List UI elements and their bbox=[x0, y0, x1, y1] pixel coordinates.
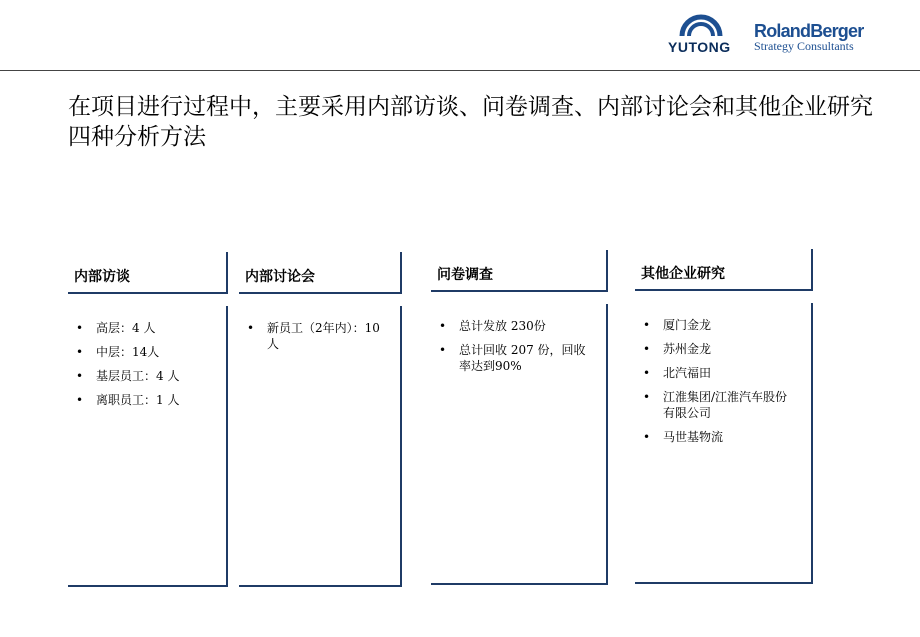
column-heading-survey bbox=[431, 250, 608, 292]
list-item: • 新员工（2年内）：10 人 bbox=[247, 320, 382, 352]
column-heading-label: 其他企业研究 bbox=[641, 266, 725, 282]
list-item: • 基层员工：4 人 bbox=[76, 368, 179, 384]
list-item: • 苏州金龙 bbox=[643, 341, 793, 357]
list-item: • 江淮集团/江淮汽车股份有限公司 bbox=[643, 389, 793, 421]
bullet-list bbox=[439, 318, 589, 382]
list-item: • 总计回收 207 份，回收率达到90% bbox=[439, 342, 589, 374]
column-body-other-companies bbox=[635, 303, 813, 584]
list-item: • 厦门金龙 bbox=[643, 317, 793, 333]
column-heading-label: 内部访谈 bbox=[74, 269, 130, 285]
column-body-discussion bbox=[239, 306, 402, 587]
yutong-logo bbox=[666, 14, 736, 56]
list-item: • 马世基物流 bbox=[643, 429, 793, 445]
column-body-interviews bbox=[68, 306, 228, 587]
list-item: • 中层：14人 bbox=[76, 344, 179, 360]
column-heading-interviews bbox=[68, 252, 228, 294]
yutong-wordmark: YUTONG bbox=[668, 39, 731, 55]
list-item: • 高层：4 人 bbox=[76, 320, 179, 336]
column-heading-discussion bbox=[239, 252, 402, 294]
column-body-survey bbox=[431, 304, 608, 585]
slide-title: 在项目进行过程中，主要采用内部访谈、问卷调查、内部讨论会和其他企业研究四种分析方法 bbox=[68, 94, 873, 150]
list-item: • 北汽福田 bbox=[643, 365, 793, 381]
list-item: • 离职员工：1 人 bbox=[76, 392, 179, 408]
column-heading-other-companies bbox=[635, 249, 813, 291]
list-item: • 总计发放 230份 bbox=[439, 318, 589, 334]
bullet-list bbox=[247, 320, 382, 360]
column-heading-label: 内部讨论会 bbox=[245, 269, 315, 285]
roland-berger-tagline: Strategy Consultants bbox=[754, 39, 854, 53]
bullet-list bbox=[76, 320, 179, 416]
column-heading-label: 问卷调查 bbox=[437, 267, 493, 283]
header-divider bbox=[0, 70, 920, 71]
roland-berger-wordmark: RolandBerger bbox=[754, 21, 864, 41]
bullet-list bbox=[643, 317, 793, 453]
roland-berger-logo bbox=[754, 22, 863, 53]
yutong-arc-icon bbox=[678, 14, 724, 38]
